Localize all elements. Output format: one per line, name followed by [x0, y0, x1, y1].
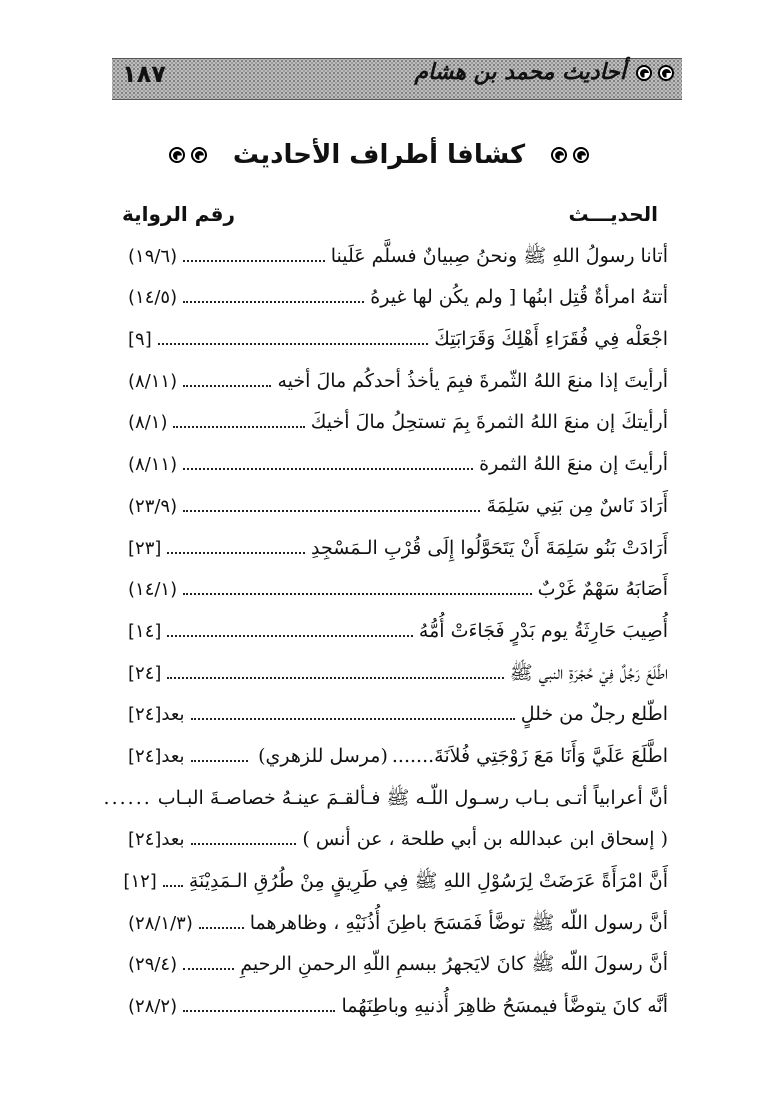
dot-leader [158, 343, 428, 345]
dot-leader [167, 552, 305, 554]
dot-leader [183, 968, 234, 970]
hadith-text: أنَّ أعرابياً أتـى بـاب رسـول اللّـه ﷺ فـألقـمَ عينـهُ خصاصـةَ البـاب [157, 786, 668, 809]
hadith-text: أتانا رسولُ اللهِ ﷺ ونحنُ صِبيانٌ فسلَّم عَلَينا [330, 244, 668, 267]
narration-reference: بعد[٢٤] [128, 829, 185, 851]
index-entry [128, 274, 668, 316]
narration-reference: (١٤/٥) [128, 287, 178, 309]
index-entry [128, 649, 668, 691]
index-entry [128, 315, 668, 357]
dot-leader [167, 635, 413, 637]
index-entry [128, 982, 668, 1024]
hadith-text: أرأيتَ إذا منعَ اللهُ الثّمرةَ فبِمَ يأخذُ أحدكُم مالَ أخيه [277, 369, 668, 392]
index-entry [123, 857, 668, 899]
index-entry [128, 732, 668, 774]
narration-reference: (٢٨/٢) [128, 996, 178, 1018]
hadith-text: أتتهُ امرأةٌ قُتِل ابنُها [ ولم يكُن لها غيرهُ [370, 286, 668, 309]
hadith-text: أرأيتكَ إن منعَ اللهُ الثمرةَ بِمَ تستحِلُ مالَ أخيكَ [310, 411, 668, 434]
hadith-text: أَنَّ امْرَأَةً عَرَضَتْ لِرَسُوْلِ اللهِ ﷺ فِي طَرِيقٍ مِنْ طُرُقِ الـمَدِيْنَةِ [188, 870, 668, 892]
hadith-text: اطّلع رجلٌ من خللٍ [520, 703, 668, 726]
index-entry [128, 566, 668, 608]
dot-leader [183, 301, 364, 303]
dot-leader [183, 510, 480, 512]
narration-reference: (٢٨/١/٣) [128, 912, 193, 934]
index-entry [128, 440, 668, 482]
section-title: كشافا أطراف الأحاديث [232, 140, 526, 170]
index-entry [128, 941, 668, 983]
hadith-text: أنَّ رسولَ اللّه ﷺ كانَ لايَجهرُ ببسمِ اللّهِ الرحمنِ الرحيمِ [240, 953, 668, 976]
narration-reference: (٨/١) [128, 412, 168, 434]
narration-reference: (٢٣/٩) [128, 495, 178, 517]
index-entry [128, 816, 668, 858]
circle-ornament-icon [636, 65, 652, 81]
narration-reference: [٩] [128, 329, 152, 351]
hadith-note: (مرسل للزهري) [258, 744, 388, 767]
narration-reference: (٨/١١) [128, 454, 178, 476]
hadith-text: اطَّلَعَ رَجُلٌ فِيْ حُجْرَةِ النبي ﷺ [509, 661, 668, 684]
hadith-text: اطَّلَعَ عَلَيَّ وَأَنَا مَعَ زَوْجَتِي فُلاَنَةَ....... [391, 744, 668, 767]
narration-reference: بعد[٢٤] [128, 745, 185, 767]
running-title-text: أحاديث محمد بن هشام [414, 60, 626, 85]
dot-leader [163, 885, 183, 887]
dot-leader [183, 260, 325, 262]
narration-reference: [٢٤] [128, 662, 162, 684]
hadith-text: أَرَادَ نَاسٌ مِن بَنِي سَلِمَةَ [486, 494, 668, 517]
header-ornament [636, 65, 674, 81]
hadith-text: أرأيتَ إن منعَ اللهُ الثمرة [479, 453, 668, 476]
heading-ornament-left [169, 147, 207, 163]
narration-reference: (٨/١١) [128, 370, 178, 392]
column-header-narration-number: رقم الرواية [122, 202, 235, 226]
narration-reference: [٢٣] [128, 537, 162, 559]
section-heading [0, 140, 758, 170]
narration-reference: (١٤/١) [128, 579, 178, 601]
index-entry [128, 899, 668, 941]
dot-leader [183, 593, 531, 595]
narration-reference: [١٤] [128, 620, 162, 642]
circle-ornament-icon [551, 147, 567, 163]
index-entry [128, 232, 668, 274]
index-entry [103, 774, 668, 816]
dot-leader [191, 718, 515, 720]
index-entry [128, 357, 668, 399]
hadith-text: أنَّه كانَ يتوضَّأ فيمسَحُ ظاهِرَ أُذنيهِ وباطِنَهُما [341, 995, 668, 1018]
dot-leader [183, 468, 473, 470]
continuation-dots: ...... [103, 786, 152, 809]
index-entry [128, 524, 668, 566]
dot-leader [183, 1010, 335, 1012]
hadith-text: أَصَابَهُ سَهْمٌ غَرْبٌ [537, 578, 668, 601]
hadith-text: ( إسحاق ابن عبدالله بن أبي طلحة ، عن أنس ) [302, 828, 668, 851]
running-title [414, 60, 674, 85]
page-number: ١٨٧ [122, 60, 166, 88]
hadith-text: أُصِيبَ حَارِثَةُ يوم بَدْرٍ فَجَاءَتْ أُمُّهُ [418, 619, 668, 642]
circle-ornament-icon [169, 147, 185, 163]
dot-leader [183, 385, 271, 387]
heading-ornament-right [551, 147, 589, 163]
dot-leader [199, 927, 244, 929]
circle-ornament-icon [658, 65, 674, 81]
column-header-hadith: الحديـــث [568, 202, 658, 226]
dot-leader [173, 426, 304, 428]
dot-leader [191, 843, 297, 845]
index-entry [128, 607, 668, 649]
hadith-text: أَرَادَتْ بَنُو سَلِمَةَ أَنْ يَتَحَوَّلُوا إِلَى قُرْبِ الـمَسْجِدِ [311, 536, 668, 559]
index-entry [128, 482, 668, 524]
hadith-text: أنَّ رسول اللّه ﷺ توضَّأ فَمَسَحَ باطِنَ أُذُنَيْهِ ، وظاهرهما [249, 911, 668, 934]
dot-leader [191, 760, 249, 762]
circle-ornament-icon [573, 147, 589, 163]
dot-leader [167, 677, 503, 679]
index-entry [128, 691, 668, 733]
index-entry [128, 399, 668, 441]
hadith-text: اجْعَلْه فِي فُقَرَاءِ أَهْلِكَ وَقَرَابَتِكَ [434, 328, 668, 351]
hadith-index-list [103, 232, 668, 1024]
narration-reference: (١٩/٦) [128, 245, 178, 267]
narration-reference: بعد[٢٤] [128, 704, 185, 726]
narration-reference: (٢٩/٤) [128, 954, 178, 976]
narration-reference: [١٢] [123, 871, 157, 892]
circle-ornament-icon [191, 147, 207, 163]
